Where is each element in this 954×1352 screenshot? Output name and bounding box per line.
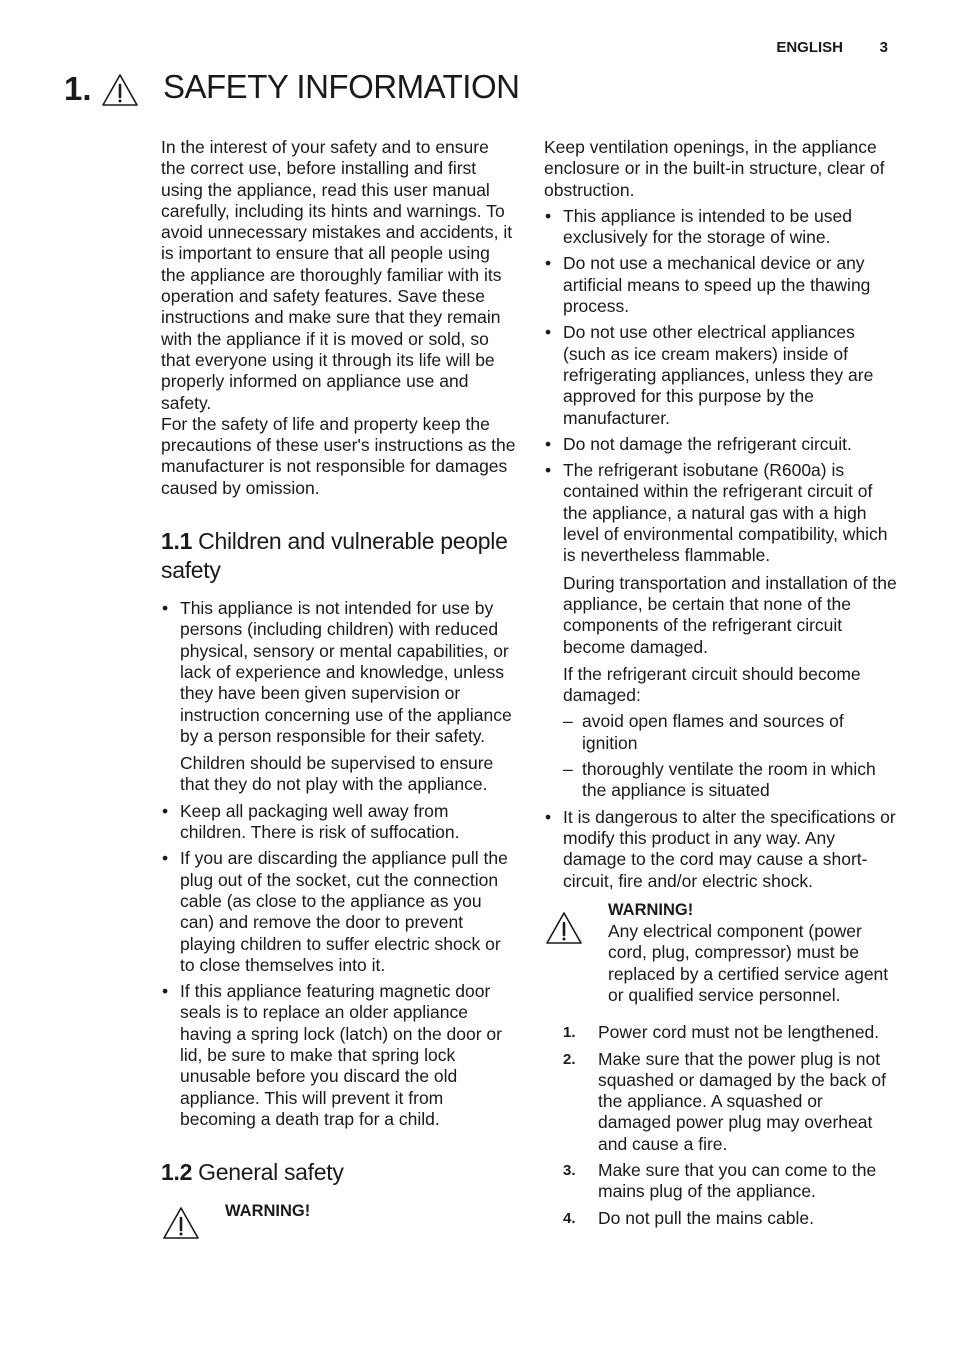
page-number: 3 xyxy=(879,39,888,56)
section-number: 1.2 xyxy=(161,1159,193,1186)
dash-icon: – xyxy=(563,711,573,732)
section-title: General safety xyxy=(198,1159,344,1186)
intro-text xyxy=(161,137,516,499)
numbered-item-text: Make sure that the power plug is not squashed or damaged by the back of the appliance. A squashed or damaged power plug may overheat and cause a fire. xyxy=(598,1048,886,1154)
dash-item xyxy=(563,711,900,754)
list-item xyxy=(161,981,516,1130)
dash-item xyxy=(563,759,900,802)
bullet-icon: • xyxy=(545,253,552,274)
list-item xyxy=(544,322,900,428)
language-label: ENGLISH xyxy=(776,39,843,56)
numbered-item xyxy=(563,1160,900,1203)
list-item-text: If this appliance featuring magnetic door seals is to replace an older appliance having a spring lock (latch) on the door or lid, be sure to make that spring lock unusable before you discard the old appliance. This will prevent it from becoming a death trap for a child. xyxy=(180,981,502,1129)
numbered-item-text: Make sure that you can come to the mains plug of the appliance. xyxy=(598,1160,877,1202)
list-item xyxy=(544,206,900,249)
intro-paragraph: For the safety of life and property keep the precautions of these user's instructions as the manufacturer is not responsible for damages caused by omission. xyxy=(161,413,516,498)
list-item-text: It is dangerous to alter the specifications or modify this product in any way. Any damage to the cord may cause a short-circuit, fire and/or electric shock. xyxy=(563,806,896,891)
list-item-text: Do not use a mechanical device or any artificial means to speed up the thawing process. xyxy=(563,253,871,317)
item-number: 4. xyxy=(563,1209,576,1227)
left-column xyxy=(161,137,516,1243)
bullet-icon: • xyxy=(545,806,552,827)
children-safety-list xyxy=(161,598,516,1130)
bullet-icon: • xyxy=(545,205,552,226)
section-heading-general-safety xyxy=(161,1158,516,1187)
list-item xyxy=(544,434,900,455)
warning-label: WARNING! xyxy=(608,900,694,919)
bullet-icon: • xyxy=(545,322,552,343)
warning-triangle-icon xyxy=(100,72,140,108)
item-number: 1. xyxy=(563,1024,576,1042)
warning-triangle-icon xyxy=(161,1205,201,1241)
dash-icon: – xyxy=(563,759,573,780)
list-item-text: This appliance is not intended for use by persons (including children) with reduced physical, sensory or mental capabilities, or lack of experience and knowledge, unless they have been given supervision or instruction concerning use of the appliance by a person responsible for their safety. xyxy=(180,598,512,746)
list-item-text: Do not use other electrical appliances (such as ice cream makers) inside of refrigerating appliances, unless they are approved for this purpose by the manufacturer. xyxy=(563,322,874,428)
damage-steps-list xyxy=(563,711,900,801)
warning-triangle-icon xyxy=(544,910,584,946)
general-safety-list xyxy=(544,206,900,892)
right-column xyxy=(544,137,900,1234)
bullet-icon: • xyxy=(162,848,169,869)
bullet-icon: • xyxy=(545,460,552,481)
list-item-text: Do not damage the refrigerant circuit. xyxy=(563,433,852,454)
list-item-text: The refrigerant isobutane (R600a) is contained within the refrigerant circuit of the appliance, a natural gas with a high level of environmental compatibility, which is nevertheless flammable. xyxy=(563,460,888,566)
numbered-item xyxy=(563,1022,900,1043)
bullet-icon: • xyxy=(545,433,552,454)
numbered-item-text: Do not pull the mains cable. xyxy=(598,1207,814,1228)
list-item-note: If the refrigerant circuit should become damaged: xyxy=(563,663,861,706)
dash-item-text: thoroughly ventilate the room in which the appliance is situated xyxy=(582,759,876,801)
item-number: 2. xyxy=(563,1050,576,1068)
numbered-item xyxy=(563,1049,900,1155)
section-number: 1.1 xyxy=(161,528,193,555)
ventilation-text: Keep ventilation openings, in the appliance enclosure or in the built-in structure, clear of obstruction. xyxy=(544,137,885,200)
bullet-icon: • xyxy=(162,981,169,1002)
warning-text: Any electrical component (power cord, plug, compressor) must be replaced by a certified service agent or qualified service personnel. xyxy=(608,921,889,1005)
list-item-note: Children should be supervised to ensure that they do not play with the appliance. xyxy=(180,753,494,795)
list-item xyxy=(161,848,516,976)
chapter-number: 1. xyxy=(64,70,92,107)
list-item-text: This appliance is intended to be used exclusively for the storage of wine. xyxy=(563,205,852,248)
chapter-title: SAFETY INFORMATION xyxy=(163,68,520,105)
list-item xyxy=(544,460,900,801)
numbered-item-text: Power cord must not be lengthened. xyxy=(598,1022,880,1043)
list-item xyxy=(544,807,900,892)
list-item-text: If you are discarding the appliance pull the plug out of the socket, cut the connection cable (as close to the appliance as you can) and remove the door to prevent playing children to suffer electric shock or to close themselves into it. xyxy=(180,848,508,975)
numbered-item xyxy=(563,1208,900,1229)
bullet-icon: • xyxy=(162,800,169,821)
page-header xyxy=(0,39,954,59)
warning-box xyxy=(544,900,900,1006)
list-item xyxy=(161,801,516,844)
dash-item-text: avoid open flames and sources of ignition xyxy=(582,711,844,753)
list-item xyxy=(161,598,516,796)
cord-safety-list xyxy=(563,1022,900,1229)
item-number: 3. xyxy=(563,1162,576,1180)
list-item xyxy=(544,253,900,317)
section-heading-children-safety xyxy=(161,527,516,584)
section-title: Children and vulnerable people safety xyxy=(161,528,508,583)
list-item-text: Keep all packaging well away from children. There is risk of suffocation. xyxy=(180,800,460,843)
intro-paragraph: In the interest of your safety and to ensure the correct use, before installing and first using the appliance, read this user manual carefully, including its hints and warnings. To avoid unnecessary mistakes and accidents, it is important to ensure that all people using the appliance are thoroughly familiar with its operation and safety features. Save these instructions and make sure that they remain with the appliance if it is moved or sold, so that everyone using it through its life will be properly informed on appliance use and safety. xyxy=(161,137,513,413)
warning-box xyxy=(161,1201,516,1243)
warning-label: WARNING! xyxy=(225,1201,311,1220)
list-item-note: During transportation and installation of the appliance, be certain that none of the components of the refrigerant circuit become damaged. xyxy=(563,572,897,657)
bullet-icon: • xyxy=(162,598,169,619)
